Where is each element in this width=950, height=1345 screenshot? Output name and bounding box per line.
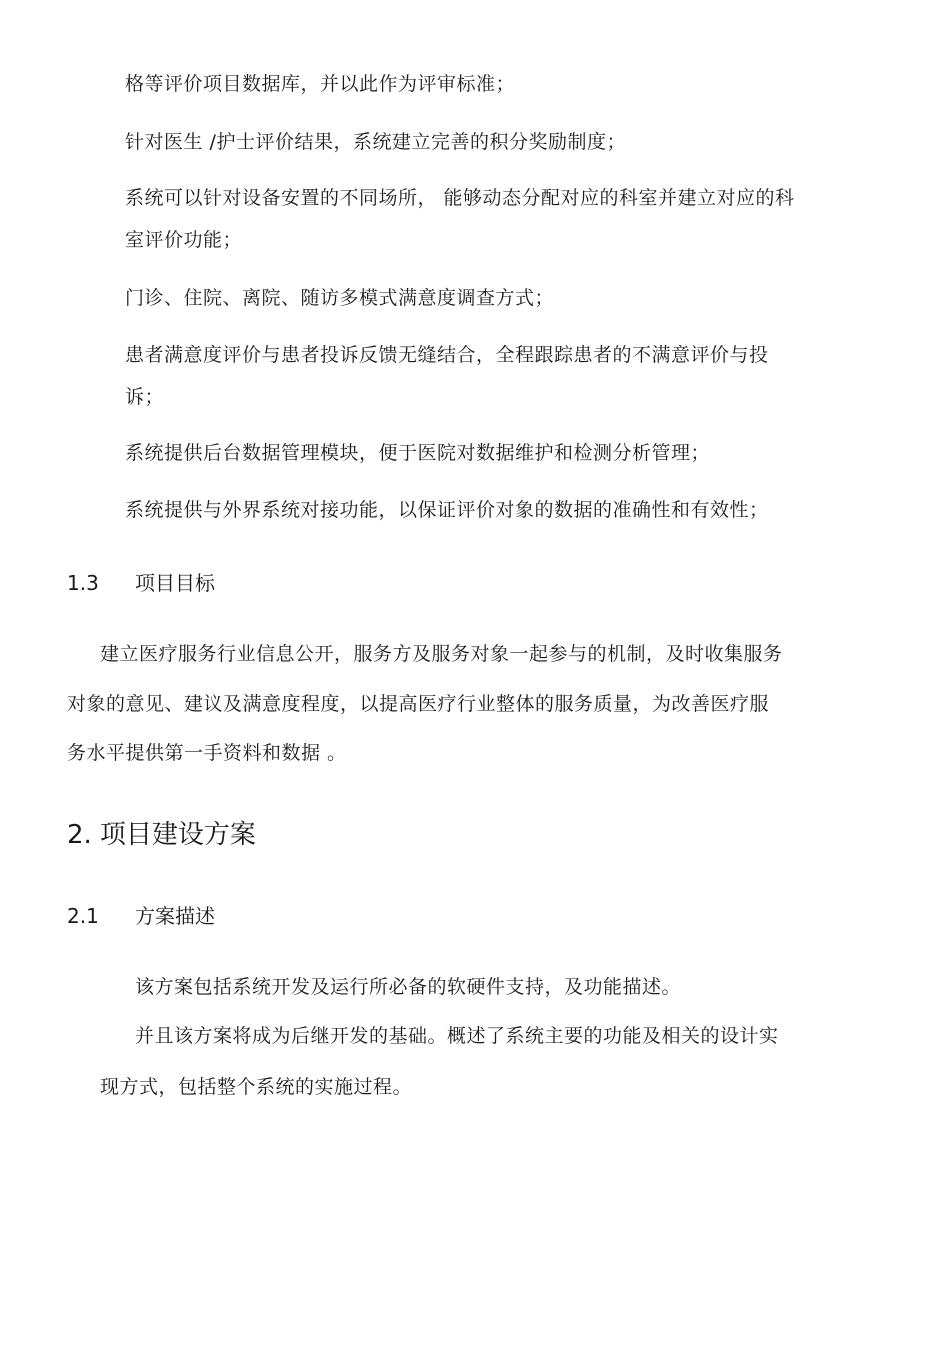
section-number: 1.3 [67,571,99,595]
section-2-heading [67,819,256,851]
plan-paragraph-2-line-1: 并且该方案将成为后继开发的基础。概述了系统主要的功能及相关的设计实 [135,1025,779,1047]
feature-line-5b: 诉； [125,386,165,408]
section-title: 项目目标 [135,571,215,595]
goal-paragraph-line-1: 建立医疗服务行业信息公开，服务方及服务对象一起参与的机制，及时收集服务 [100,643,783,665]
section-title: 方案描述 [135,904,215,928]
plan-paragraph-2-line-2: 现方式，包括整个系统的实施过程。 [100,1076,413,1098]
feature-line-5a: 患者满意度评价与患者投诉反馈无缝结合，全程跟踪患者的不满意评价与投 [125,344,769,366]
plan-paragraph-1: 该方案包括系统开发及运行所必备的软硬件支持，及功能描述。 [135,976,682,998]
feature-line-7: 系统提供与外界系统对接功能，以保证评价对象的数据的准确性和有效性； [125,499,769,521]
section-1-3-heading [67,570,215,596]
chapter-number: 2. [67,820,92,850]
feature-line-1: 格等评价项目数据库，并以此作为评审标准； [125,73,516,95]
section-number: 2.1 [67,904,99,928]
feature-line-2: 针对医生 /护士评价结果，系统建立完善的积分奖励制度； [125,131,626,153]
goal-paragraph-line-3: 务水平提供第一手资料和数据 。 [67,742,347,764]
chapter-title: 项目建设方案 [99,820,256,850]
feature-line-3a: 系统可以针对设备安置的不同场所， 能够动态分配对应的科室并建立对应的科 [125,187,795,209]
goal-paragraph-line-2: 对象的意见、建议及满意度程度，以提高医疗行业整体的服务质量，为改善医疗服 [67,693,770,715]
feature-line-4: 门诊、住院、离院、随访多模式满意度调查方式； [125,287,555,309]
feature-line-3b: 室评价功能； [125,229,243,251]
section-2-1-heading [67,903,215,929]
feature-line-6: 系统提供后台数据管理模块，便于医院对数据维护和检测分析管理； [125,442,711,464]
